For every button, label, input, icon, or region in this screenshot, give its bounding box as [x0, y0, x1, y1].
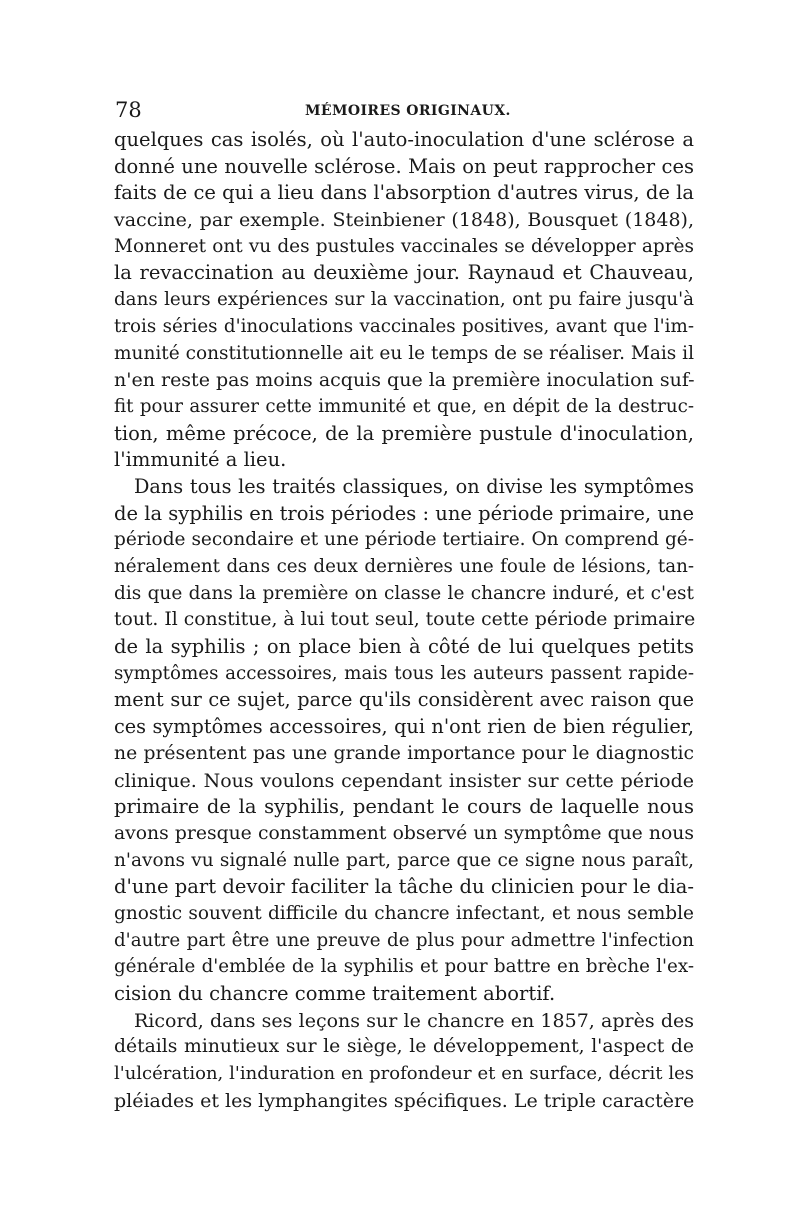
text-line: l'immunité a lieu. [114, 448, 287, 472]
text-line: vaccine, par exemple. Steinbiener (1848), Bousquet (1848), [114, 209, 694, 232]
text-line: primaire de la syphilis, pendant le cours de laquelle nous [114, 795, 694, 819]
text-line: Dans tous les traités classiques, on divise les symptômes [134, 474, 694, 498]
text-line: détails minutieux sur le siège, le développement, l'aspect de [114, 1036, 694, 1058]
text-line: ment sur ce sujet, parce qu'ils considèrent avec raison que [114, 688, 694, 712]
text-line: trois séries d'inoculations vaccinales positives, avant que l'im- [114, 315, 694, 337]
text-line: gnostic souvent difficile du chancre infectant, et nous semble [114, 902, 694, 924]
page-number: 78 [115, 98, 142, 122]
text-line: donné une nouvelle sclérose. Mais on peut rapprocher ces [114, 154, 694, 178]
text-line: cision du chancre comme traitement abortif. [114, 982, 556, 1005]
text-line: quelques cas isolés, où l'auto-inoculation d'une sclérose a [114, 128, 694, 151]
running-head: MÉMOIRES ORIGINAUX. [305, 103, 511, 119]
text-line: pléiades et les lymphangites spécifiques. Le triple caractère [114, 1089, 695, 1112]
text-line: tion, même précoce, de la première pustule d'inoculation, [114, 421, 694, 445]
text-line: tout. Il constitue, à lui tout seul, toute cette période primaire [114, 609, 696, 631]
text-line: la revaccination au deuxième jour. Raynaud et Chauveau, [114, 261, 694, 285]
text-line: Monneret ont vu des pustules vaccinales se développer après [114, 235, 694, 257]
text-line: de la syphilis ; on place bien à côté de lui quelques petits [114, 635, 694, 659]
text-line: munité constitutionnelle ait eu le temps de se réaliser. Mais il [114, 342, 694, 364]
text-line: ne présentent pas une grande importance pour le diagnostic [114, 742, 694, 764]
text-line: de la syphilis en trois périodes : une période primaire, une [114, 501, 694, 525]
text-line: générale d'emblée de la syphilis et pour battre en brèche l'ex- [114, 956, 694, 978]
text-line: dis que dans la première on classe le chancre induré, et c'est [114, 582, 694, 604]
text-line: avons presque constamment observé un symptôme que nous [114, 822, 694, 844]
text-line: l'ulcération, l'induration en profondeur et en surface, décrit les [114, 1063, 694, 1085]
text-line: période secondaire et une période tertiaire. On comprend gé- [114, 529, 694, 551]
text-line: néralement dans ces deux dernières une foule de lésions, tan- [114, 556, 694, 577]
text-line: clinique. Nous voulons cependant insister sur cette période [114, 769, 694, 792]
text-line: fit pour assurer cette immunité et que, en dépit de la destruc- [114, 395, 694, 417]
text-line: d'autre part être une preuve de plus pour admettre l'infection [114, 929, 694, 951]
text-line: dans leurs expériences sur la vaccination, ont pu faire jusqu'à [114, 289, 694, 311]
text-line: faits de ce qui a lieu dans l'absorption d'autres virus, de la [114, 181, 694, 205]
body-text [114, 127, 694, 1114]
text-line: n'en reste pas moins acquis que la première inoculation suf- [114, 369, 695, 392]
text-line: symptômes accessoires, mais tous les auteurs passent rapide- [114, 662, 694, 684]
text-line: d'une part devoir faciliter la tâche du clinicien pour le dia- [114, 875, 694, 899]
page-header [115, 97, 685, 123]
text-line: Ricord, dans ses leçons sur le chancre en 1857, après des [134, 1009, 694, 1032]
text-line: ces symptômes accessoires, qui n'ont rien de bien régulier, [114, 715, 694, 739]
text-line: n'avons vu signalé nulle part, parce que ce signe nous paraît, [114, 849, 694, 871]
